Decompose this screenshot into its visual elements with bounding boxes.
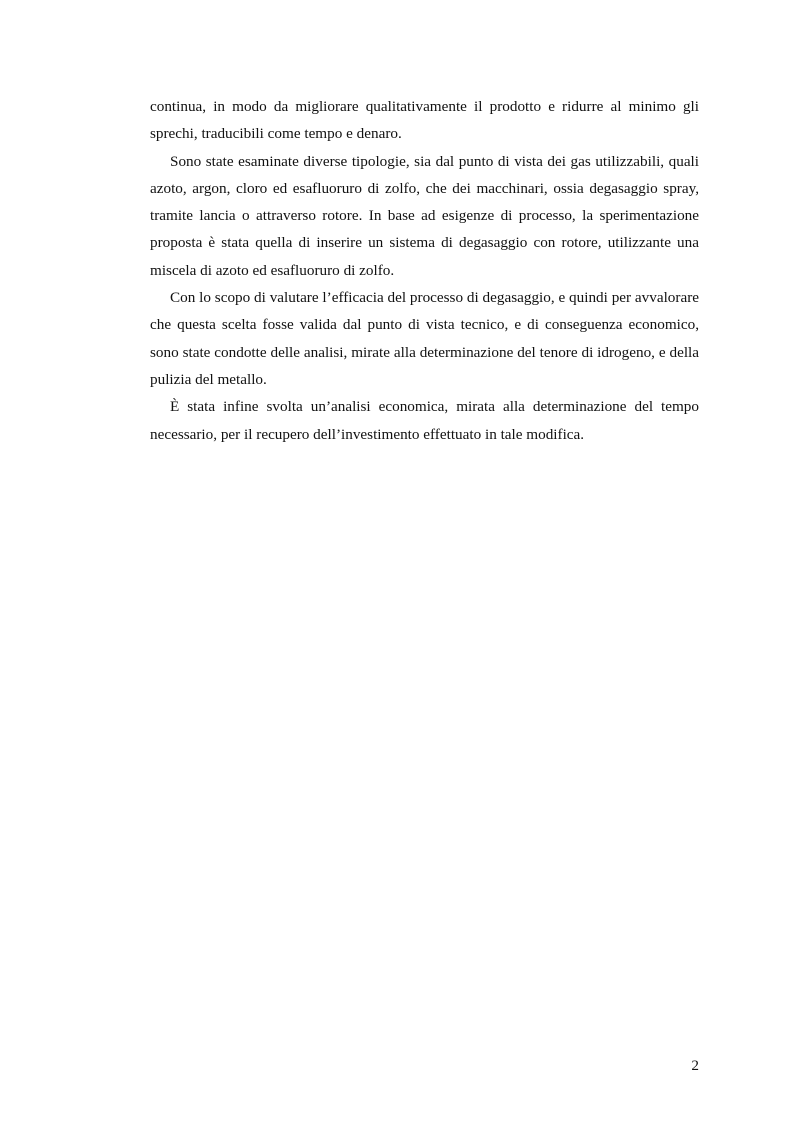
paragraph-analysis: Con lo scopo di valutare l’efficacia del processo di degasaggio, e quindi per avvalorare che questa scelta fosse valida dal punto di vista tecnico, e di conseguenza economico, sono state condotte delle analisi, mirate alla determinazione del tenore di idrogeno, e della pulizia del metallo.	[150, 289, 699, 388]
paragraph-gas-types: Sono state esaminate diverse tipologie, sia dal punto di vista dei gas utilizzabili, quali azoto, argon, cloro ed esafluoruro di zolfo, che dei macchinari, ossia degasaggio spray, tramite lancia o attraverso rotore. In base ad esigenze di processo, la sperimentazione proposta è stata quella di inserire un sistema di degasaggio con rotore, utilizzante una miscela di azoto ed esafluoruro di zolfo.	[150, 152, 699, 279]
paragraph-economic: È stata infine svolta un’analisi economica, mirata alla determinazione del tempo necessario, per il recupero dell’investimento effettuato in tale modifica.	[150, 398, 699, 443]
body-text	[150, 93, 699, 448]
page-number: 2	[691, 1057, 699, 1074]
paragraph-continuation: continua, in modo da migliorare qualitativamente il prodotto e ridurre al minimo gli sprechi, traducibili come tempo e denaro.	[150, 98, 699, 143]
